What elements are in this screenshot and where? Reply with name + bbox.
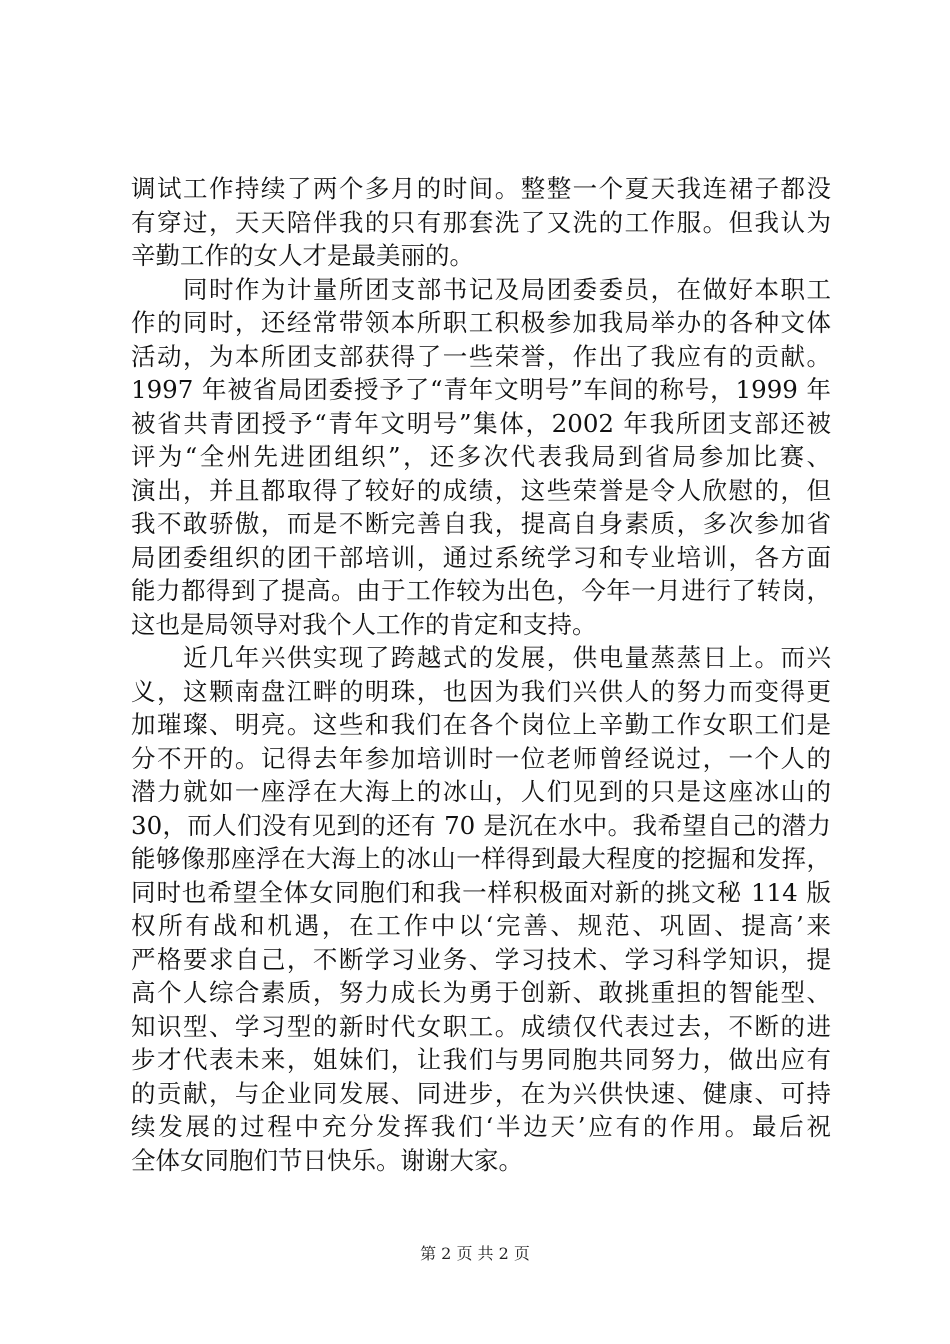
text-line: 被省共青团授予“青年文明号”集体，2002 年我所团支部还被 bbox=[131, 408, 831, 438]
text-line: 同时也希望全体女同胞们和我一样积极面对新的挑文秘 114 版 bbox=[131, 877, 831, 907]
text-line: 严格要求自己，不断学习业务、学习技术、学习科学知识，提 bbox=[131, 944, 831, 974]
text-line: 有穿过，天天陪伴我的只有那套洗了又洗的工作服。但我认为 bbox=[131, 207, 831, 237]
text-line: 高个人综合素质，努力成长为勇于创新、敢挑重担的智能型、 bbox=[131, 978, 831, 1007]
text-line: 这也是局领导对我个人工作的肯定和支持。 bbox=[131, 609, 597, 639]
text-line: 1997 年被省局团委授予了“青年文明号”车间的称号，1999 年 bbox=[131, 375, 831, 404]
text-line: 潜力就如一座浮在大海上的冰山，人们见到的只是这座冰山的 bbox=[131, 777, 831, 806]
text-line: 活动，为本所团支部获得了一些荣誉，作出了我应有的贡献。 bbox=[131, 341, 831, 371]
text-line: 作的同时，还经常带领本所职工积极参加我局举办的各种文体 bbox=[131, 308, 831, 337]
text-line: 权所有战和机遇，在工作中以‘完善、规范、巩固、提高’来 bbox=[131, 911, 831, 940]
text-line: 演出，并且都取得了较好的成绩，这些荣誉是令人欣慰的，但 bbox=[131, 475, 831, 505]
text-line: 加璀璨、明亮。这些和我们在各个岗位上辛勤工作女职工们是 bbox=[131, 710, 831, 739]
text-line: 调试工作持续了两个多月的时间。整整一个夏天我连裙子都没 bbox=[131, 174, 831, 203]
text-line: 辛勤工作的女人才是最美丽的。 bbox=[131, 241, 474, 270]
body-text bbox=[131, 172, 831, 1177]
text-line: 局团委组织的团干部培训，通过系统学习和专业培训，各方面 bbox=[131, 542, 831, 572]
page-footer: 第 2 页 共 2 页 bbox=[420, 1244, 530, 1263]
text-line: 30，而人们没有见到的还有 70 是沉在水中。我希望自己的潜力 bbox=[131, 810, 831, 840]
text-line: 能力都得到了提高。由于工作较为出色，今年一月进行了转岗， bbox=[131, 576, 831, 605]
text-line: 能够像那座浮在大海上的冰山一样得到最大程度的挖掘和发挥， bbox=[131, 844, 831, 873]
text-line: 同时作为计量所团支部书记及局团委委员，在做好本职工 bbox=[131, 274, 831, 304]
text-line: 步才代表未来，姐妹们，让我们与男同胞共同努力，做出应有 bbox=[131, 1045, 831, 1074]
text-line: 续发展的过程中充分发挥我们‘半边天’应有的作用。最后祝 bbox=[131, 1112, 831, 1141]
text-line: 知识型、学习型的新时代女职工。成绩仅代表过去，不断的进 bbox=[131, 1011, 831, 1041]
text-line: 全体女同胞们节日快乐。谢谢大家。 bbox=[131, 1145, 523, 1175]
text-line: 评为“全州先进团组织”，还多次代表我局到省局参加比赛、 bbox=[131, 442, 831, 471]
text-line: 近几年兴供实现了跨越式的发展，供电量蒸蒸日上。而兴 bbox=[131, 643, 831, 672]
text-line: 义，这颗南盘江畔的明珠，也因为我们兴供人的努力而变得更 bbox=[131, 676, 831, 706]
text-line: 的贡献，与企业同发展、同进步，在为兴供快速、健康、可持 bbox=[131, 1078, 831, 1108]
text-line: 我不敢骄傲，而是不断完善自我，提高自身素质，多次参加省 bbox=[131, 509, 831, 538]
text-line: 分不开的。记得去年参加培训时一位老师曾经说过，一个人的 bbox=[131, 743, 831, 773]
